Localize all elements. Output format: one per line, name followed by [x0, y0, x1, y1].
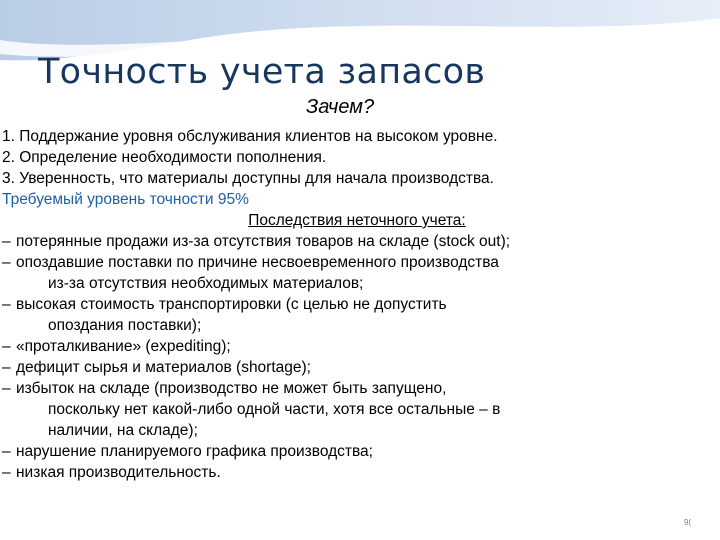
consequences-heading-text: Последствия неточного учета:	[248, 212, 466, 229]
consequence-text: дефицит сырья и материалов (shortage);	[16, 359, 311, 376]
dash-bullet: –	[2, 233, 11, 250]
dash-bullet: –	[2, 296, 11, 313]
consequence-text: «проталкивание» (expediting);	[16, 338, 231, 355]
reason-item: 3. Уверенность, что материалы доступны для начала производства.	[2, 170, 494, 187]
consequence-text: потерянные продажи из-за отсутствия товаров на складе (stock out);	[16, 233, 511, 250]
accuracy-requirement: Требуемый уровень точности 95%	[2, 191, 249, 208]
slide-body	[0, 126, 712, 483]
reason-item: 1. Поддержание уровня обслуживания клиентов на высоком уровне.	[2, 128, 498, 145]
consequence-list	[0, 231, 712, 483]
consequences-heading	[0, 210, 712, 231]
dash-bullet: –	[2, 338, 11, 355]
consequence-text: высокая стоимость транспортировки (с целью не допустить	[16, 296, 447, 313]
dash-bullet: –	[2, 443, 11, 460]
dash-bullet: –	[2, 380, 11, 397]
consequence-text: избыток на складе (производство не может быть запущено,	[16, 380, 447, 397]
dash-bullet: –	[2, 359, 11, 376]
consequence-continuation: из-за отсутствия необходимых материалов;	[48, 275, 364, 292]
dash-bullet: –	[2, 254, 11, 271]
consequence-item	[0, 378, 712, 399]
consequence-continuation: опоздания поставки);	[48, 317, 202, 334]
page-number: 9(	[684, 518, 692, 527]
slide-title: Точность учета запасов	[38, 52, 486, 92]
consequence-text: нарушение планируемого графика производства;	[16, 443, 373, 460]
consequence-item	[0, 357, 712, 378]
reason-item: 2. Определение необходимости пополнения.	[2, 149, 327, 166]
consequence-item	[0, 462, 712, 483]
consequence-item	[0, 441, 712, 462]
slide-subtitle: Зачем?	[306, 96, 375, 118]
consequence-continuation: поскольку нет какой-либо одной части, хотя все остальные – в	[48, 401, 501, 418]
consequence-text: низкая производительность.	[16, 464, 221, 481]
consequence-item	[0, 231, 712, 252]
consequence-item	[0, 336, 712, 357]
consequence-continuation: наличии, на складе);	[48, 422, 198, 439]
dash-bullet: –	[2, 464, 11, 481]
consequence-item	[0, 294, 712, 315]
consequence-item	[0, 252, 712, 273]
consequence-text: опоздавшие поставки по причине несвоевременного производства	[16, 254, 499, 271]
